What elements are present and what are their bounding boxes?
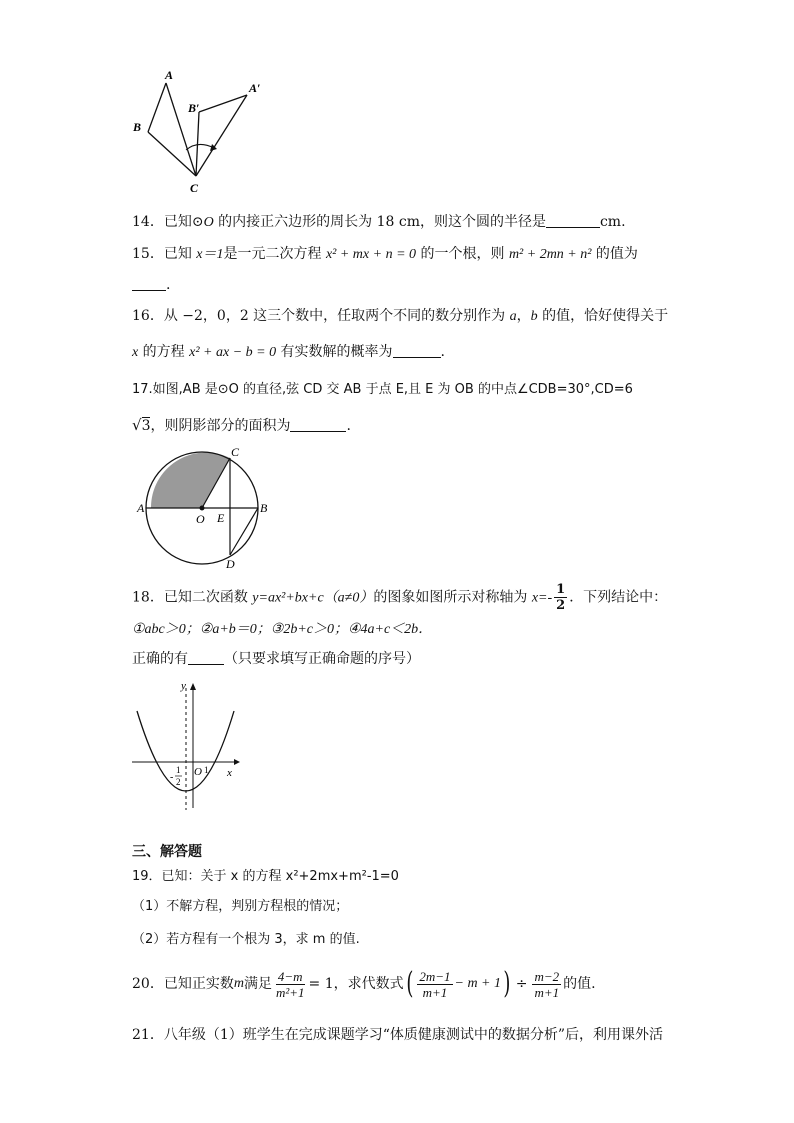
label-a: A [137,501,145,515]
question-21: 21．八年级（1）班学生在完成课题学习“体质健康测试中的数据分析”后，利用课外活 [132,1027,664,1043]
center-point [200,506,205,511]
rotation-arc [186,144,214,150]
segment-db [230,508,258,555]
label-x: x [227,767,232,779]
sqrt-symbol: √ [132,416,142,434]
label-minus: - [170,772,174,783]
fraction-half: $\frac{1}{2}$ [556,582,566,613]
x-axis-arrow-icon [234,759,240,765]
question-18-options: ①abc＞0；②a+b＝0；③2b+c＞0；④4a+c＜2b． [132,622,433,637]
question-19-part1: （1）不解方程，判别方程根的情况； [132,899,349,914]
question-17-line2: √3，则阴影部分的面积为 . [132,416,351,434]
question-15-answer: . [132,276,170,294]
circle-figure [134,441,274,571]
label-half-den: 2 [176,777,181,787]
left-paren: ( [405,966,413,1001]
rotation-figure [128,62,268,200]
fraction-divisor: $\frac{m-2}{m+1}$ [534,968,560,1000]
answer-blank[interactable] [546,213,600,228]
question-20: 20． 已知正实数 m 满足 $\frac{4-m}{\text{m²+1}}$ = 1 ，求代数式 ( $\frac{2m-1}{m+1}$ − m + 1 ) ÷ $\frac{m-2}{m+1}$ 的值. [132,966,596,1001]
label-a: A [165,68,174,82]
label-b: B [260,501,268,515]
question-16-line1: 16．从 −2，0，2 这三个数中，任取两个不同的数分别作为 a，b 的值，恰好使得关于 [132,308,669,324]
question-14: 14．已知⊙O 的内接正六边形的周长为 18 cm，则这个圆的半径是 cm. [132,214,626,230]
triangle-abc [148,83,196,176]
label-y: y [181,680,186,692]
y-axis-arrow-icon [190,683,196,690]
label-one: 1 [204,765,209,775]
answer-blank[interactable] [290,417,346,432]
right-paren: ) [503,966,511,1001]
label-e: E [217,511,225,525]
question-19: 19．已知：关于 x 的方程 x²+2mx+m²-1=0 [132,869,399,884]
label-d: D [226,557,235,571]
question-15: 15．已知 x＝1是一元二次方程 x² + mx + n = 0 的一个根，则 m² + 2mn + n² 的值为 [132,246,638,262]
question-16-line2: x 的方程 x² + ax − b = 0 有实数解的概率为 . [132,344,445,360]
answer-blank[interactable] [393,343,441,358]
label-b: B [133,120,142,134]
section-heading: 三、解答题 [132,844,202,860]
label-half-num: 1 [176,765,181,775]
question-17-line1: 17.如图,AB 是⊙O 的直径,弦 CD 交 AB 于点 E,且 E 为 OB 的中点∠CDB=30°,CD=6 [132,382,633,397]
label-c: C [190,181,199,195]
label-b-prime: B′ [188,101,200,115]
fraction-inner: $\frac{2m-1}{m+1}$ [419,968,451,1000]
question-19-part2: （2）若方程有一个根为 3，求 m 的值. [132,932,360,947]
answer-blank[interactable] [188,650,224,665]
parabola-figure [130,676,250,812]
label-o: O [194,766,202,778]
question-18-line1: 18．已知二次函数 y=ax²+bx+c（a≠0）的图象如图所示对称轴为 x=- $\frac{1}{2}$ ．下列结论中： [132,582,668,613]
label-o: O [196,512,205,526]
label-c: C [231,445,240,459]
answer-blank[interactable] [132,276,166,291]
fraction-condition: $\frac{4-m}{\text{m²+1}}$ [275,968,305,1000]
triangle-a-prime-b-prime-c [196,95,247,176]
question-18-line3: 正确的有 （只要求填写正确命题的序号） [132,651,420,667]
label-a-prime: A′ [249,81,261,95]
